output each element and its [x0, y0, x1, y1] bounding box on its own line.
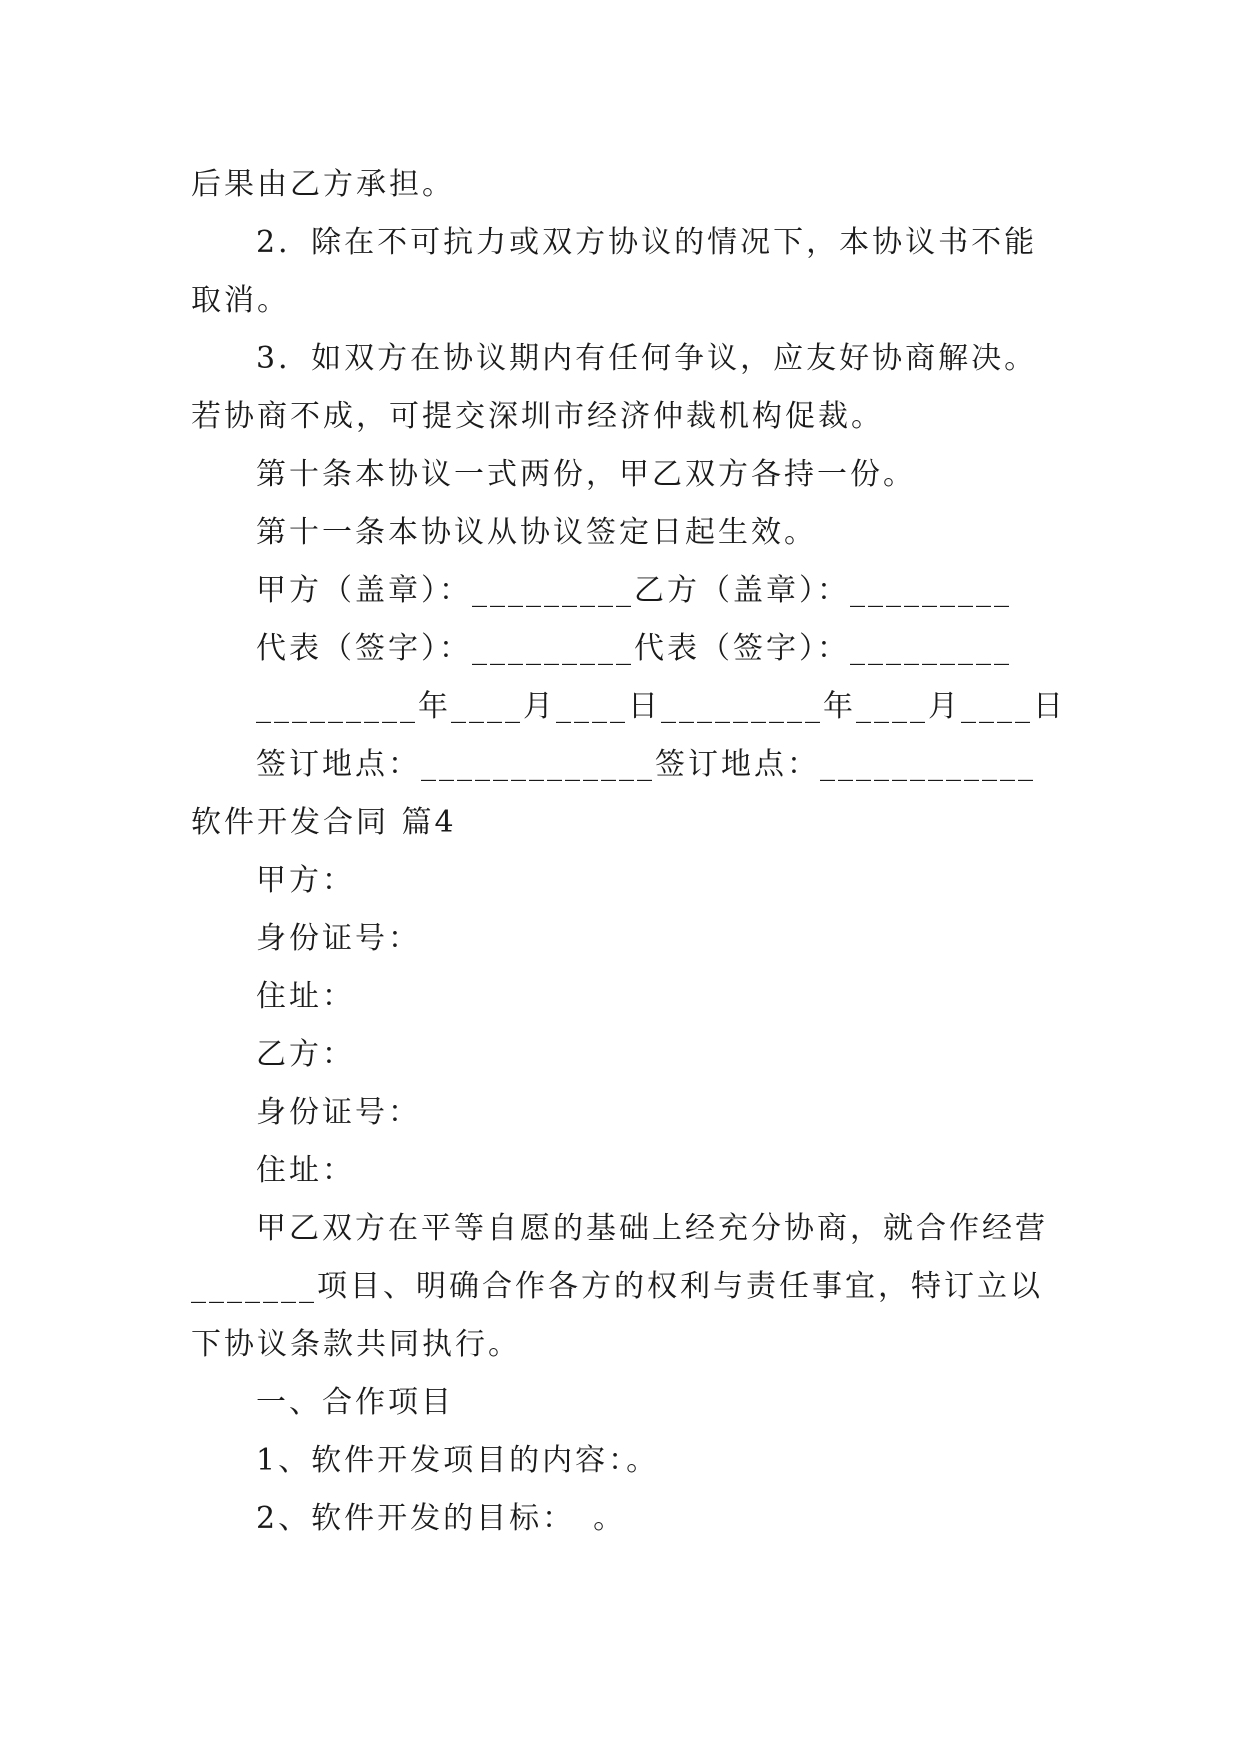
- seal-line: 甲方（盖章）：_________乙方（盖章）：_________: [256, 573, 1012, 608]
- article-11: 第十一条本协议从协议签定日起生效。: [256, 515, 817, 550]
- body-text-line: 后果由乙方承担。: [191, 167, 455, 202]
- party-a-id-label: 身份证号：: [256, 921, 421, 956]
- clause-3: 3．如双方在协议期内有任何争议，应友好协商解决。: [256, 341, 1038, 376]
- party-b-id-label: 身份证号：: [256, 1095, 421, 1130]
- item-1: 1、软件开发项目的内容：。: [256, 1443, 660, 1478]
- date-line: _________年____月____日_________年____月____日: [256, 689, 1066, 724]
- party-a-address-label: 住址：: [256, 979, 355, 1014]
- item-2: 2、软件开发的目标： 。: [256, 1501, 627, 1536]
- preamble-line: 下协议条款共同执行。: [191, 1327, 521, 1362]
- clause-2: 2．除在不可抗力或双方协议的情况下，本协议书不能: [256, 225, 1038, 260]
- party-a-label: 甲方：: [256, 863, 355, 898]
- preamble-line: _______项目、明确合作各方的权利与责任事宜，特订立以: [191, 1269, 1043, 1304]
- preamble-line: 甲乙双方在平等自愿的基础上经充分协商，就合作经营: [256, 1211, 1048, 1246]
- section-1-heading: 一、合作项目: [256, 1385, 454, 1420]
- body-text-line: 取消。: [191, 283, 290, 318]
- signing-place-line: 签订地点：_____________签订地点：____________: [256, 747, 1036, 782]
- section-heading: 软件开发合同 篇4: [191, 805, 457, 840]
- signature-line: 代表（签字）：_________代表（签字）：_________: [256, 631, 1012, 666]
- party-b-address-label: 住址：: [256, 1153, 355, 1188]
- body-text-line: 若协商不成，可提交深圳市经济仲裁机构促裁。: [191, 399, 884, 434]
- article-10: 第十条本协议一式两份，甲乙双方各持一份。: [256, 457, 916, 492]
- party-b-label: 乙方：: [256, 1037, 355, 1072]
